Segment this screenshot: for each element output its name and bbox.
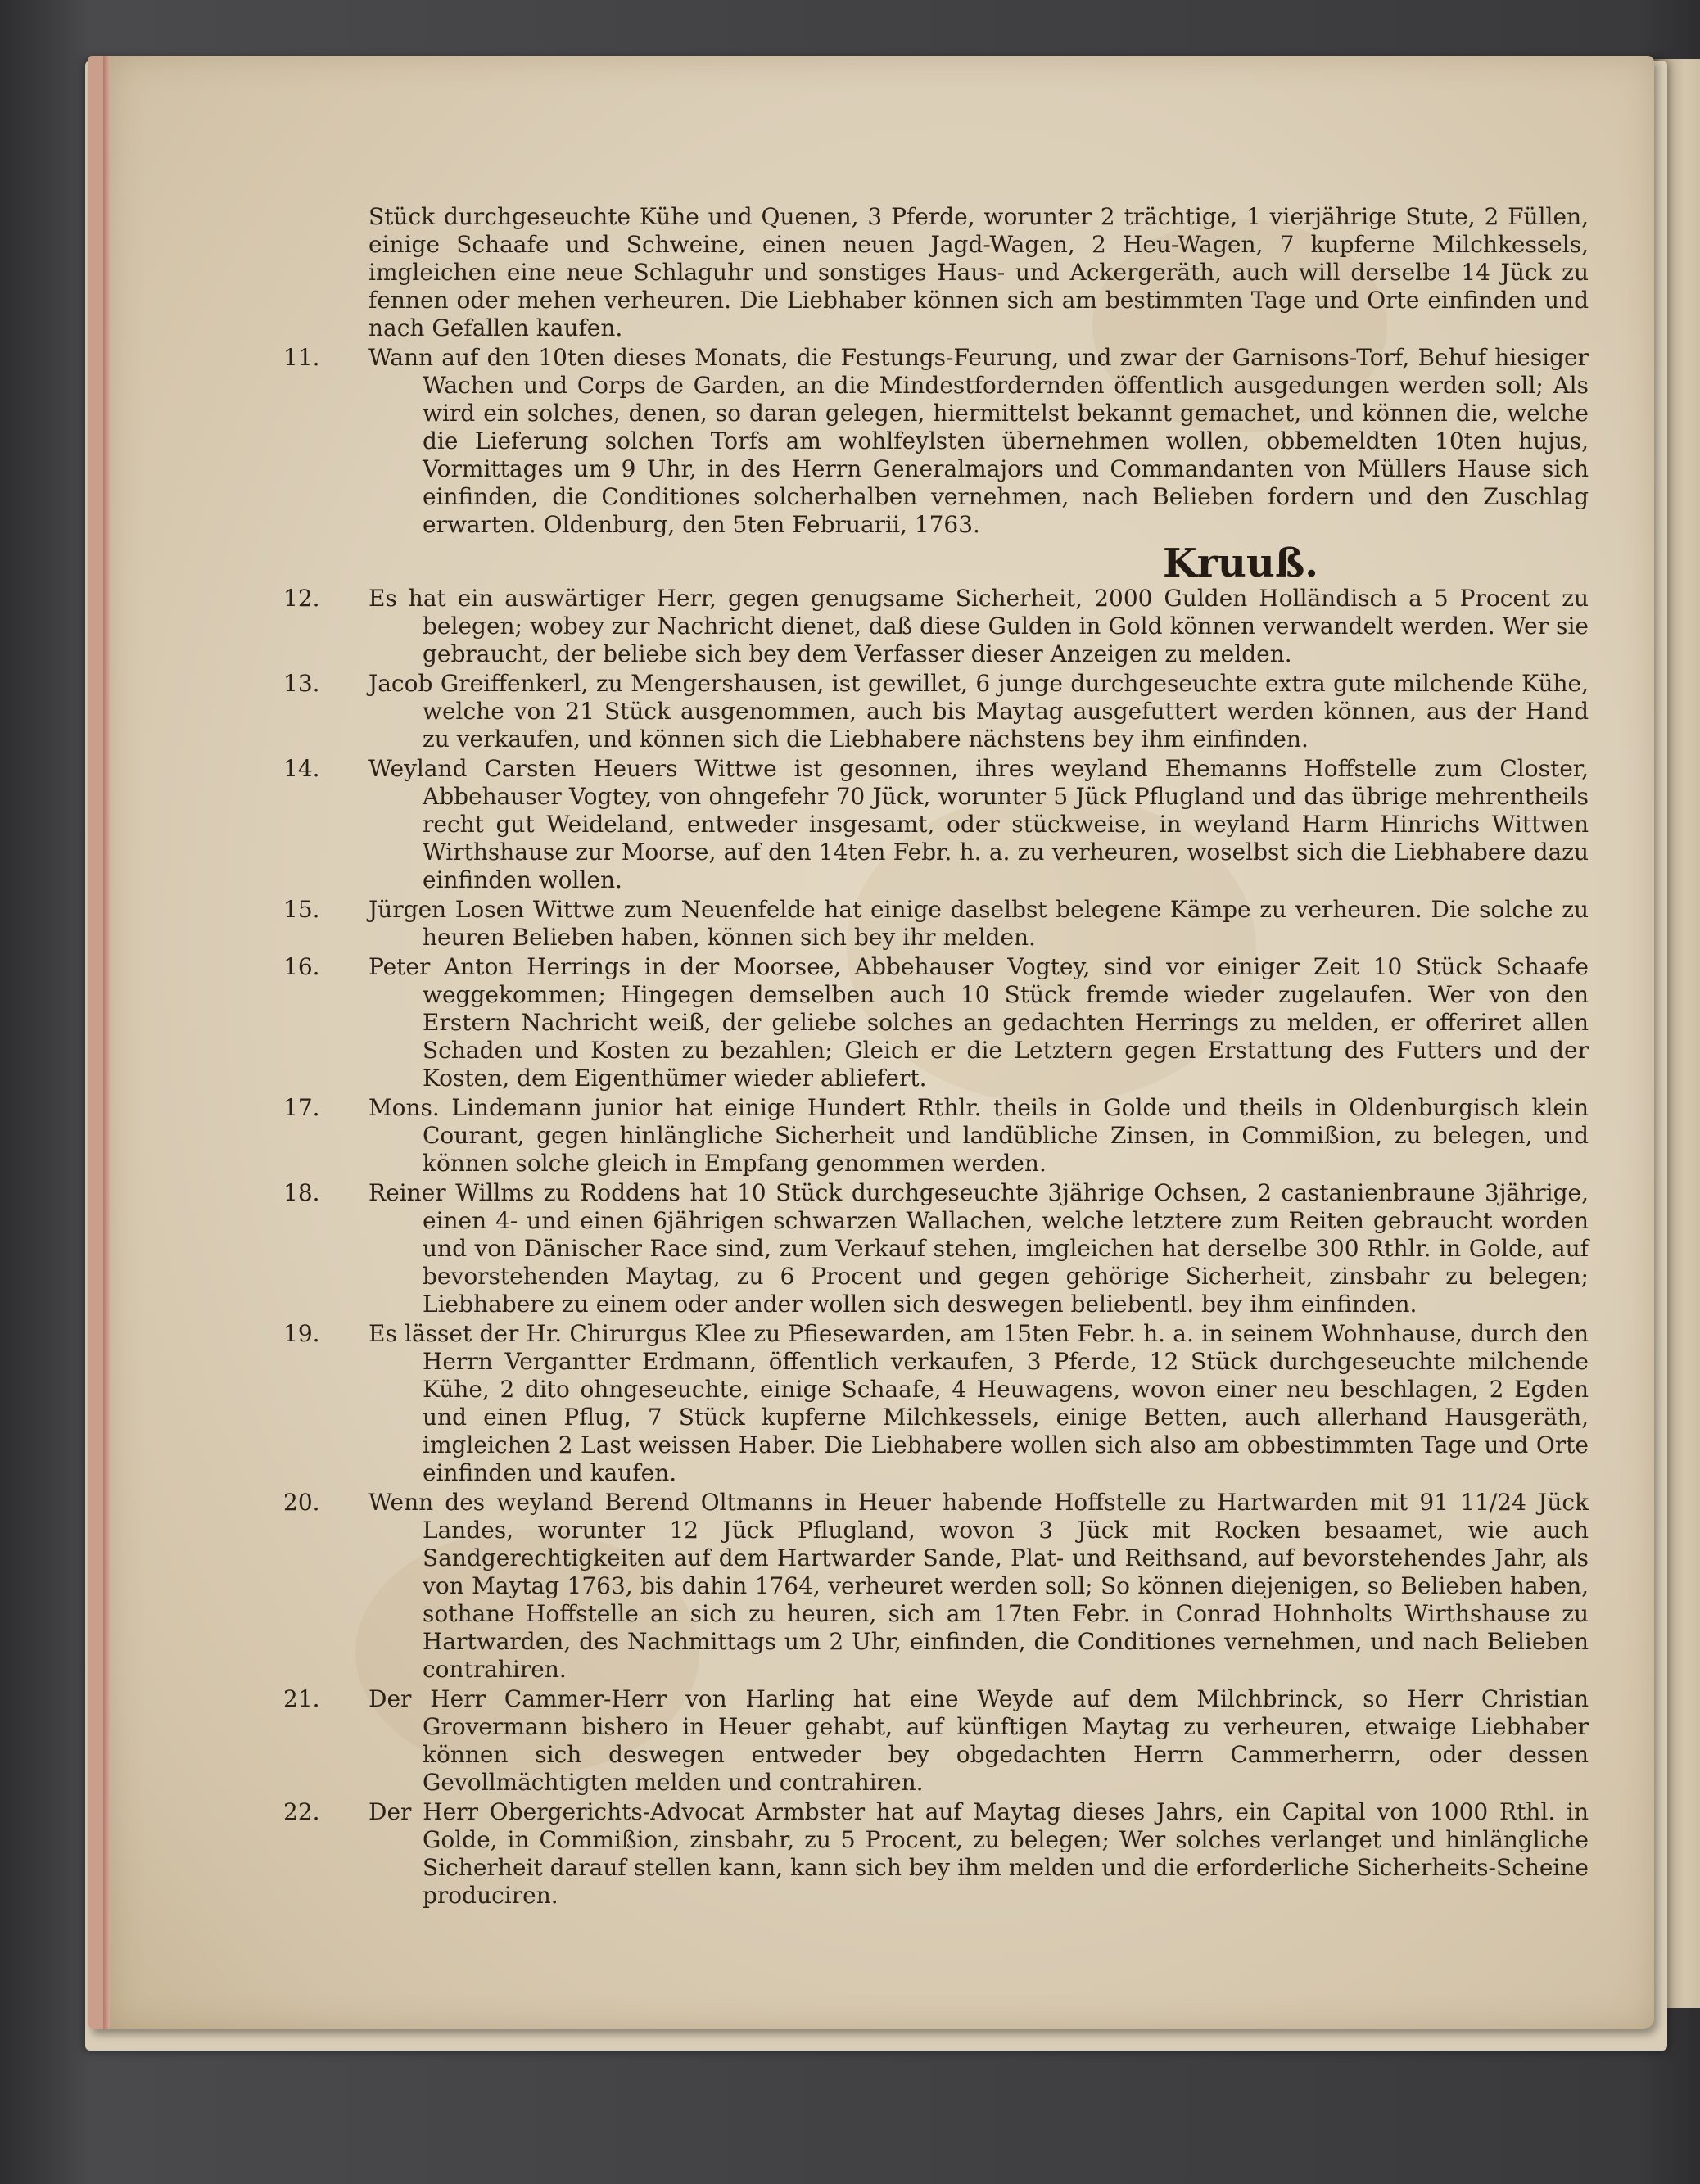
entry-number: 20. bbox=[283, 1489, 320, 1516]
entry-number: 18. bbox=[283, 1179, 320, 1206]
entry-number: 14. bbox=[283, 755, 320, 782]
entry-number: 19. bbox=[283, 1320, 320, 1347]
entry-text: Es lässet der Hr. Chirurgus Klee zu Pfiesewarden, am 15ten Febr. h. a. in seinem Wohnhause, durch den Herrn Vergantter Erdmann, öffentlich verkaufen, 3 Pferde, 12 Stück durchgeseuchte milchende Kühe, 2 dito ohngeseuchte, einige Schaafe, 4 Heuwagens, wovon einer neu beschlagen, 2 Egden und einen Pflug, 7 Stück kupferne Milchkessels, einige Betten, auch allerhand Hausgeräth, imgleichen 2 Last weissen Haber. Die Liebhabere wollen sich also am obbestimmten Tage und Orte einfinden und kaufen. bbox=[368, 1320, 1589, 1486]
entry-18 bbox=[283, 1179, 1589, 1318]
entry-number: 22. bbox=[283, 1798, 320, 1825]
entry-text: Der Herr Cammer-Herr von Harling hat eine Weyde auf dem Milchbrinck, so Herr Christian Grovermann bishero in Heuer gehabt, auf künftigen Maytag zu verheuren, etwaige Liebhaber können sich deswegen entweder bey obgedachten Herrn Cammerherrn, oder dessen Gevollmächtigten melden und contrahiren. bbox=[368, 1685, 1589, 1796]
entry-text: Jacob Greiffenkerl, zu Mengershausen, ist gewillet, 6 junge durchgeseuchte extra gute milchende Kühe, welche von 21 Stück ausgenommen, auch bis Maytag ausgefuttert werden können, aus der Hand zu verkaufen, und können sich die Liebhabere nächstens bey ihm einfinden. bbox=[368, 670, 1589, 753]
entry-19 bbox=[283, 1320, 1589, 1487]
entry-number: 21. bbox=[283, 1685, 320, 1712]
entry-text: Stück durchgeseuchte Kühe und Quenen, 3 Pferde, worunter 2 trächtige, 1 vierjährige Stute, 2 Füllen, einige Schaafe und Schweine, einen neuen Jagd-Wagen, 2 Heu-Wagen, 7 kupferne Milchkessels, imgleichen eine neue Schlaguhr und sonstiges Haus- und Ackergeräth, auch will derselbe 14 Jück zu fennen oder mehen verheuren. Die Liebhaber können sich am bestimmten Tage und Orte einfinden und nach Gefallen kaufen. bbox=[368, 203, 1589, 341]
entry-number: 13. bbox=[283, 670, 320, 697]
document-text bbox=[283, 203, 1589, 1911]
entry-16 bbox=[283, 953, 1589, 1092]
entry-13 bbox=[283, 670, 1589, 753]
entry-text: Reiner Willms zu Roddens hat 10 Stück durchgeseuchte 3jährige Ochsen, 2 castanienbraune 3jährige, einen 4- und einen 6jährigen schwarzen Wallachen, welche letztere zum Reiten gebraucht worden und von Dänischer Race sind, zum Verkauf stehen, imgleichen hat derselbe 300 Rthlr. in Golde, auf bevorstehenden Maytag, zu 6 Procent und gegen gehörige Sicherheit, zinsbahr zu belegen; Liebhabere zu einem oder ander wollen sich deswegen beliebentl. bey ihm einfinden. bbox=[368, 1179, 1589, 1318]
entry-number: 17. bbox=[283, 1094, 320, 1121]
entry-text: Wenn des weyland Berend Oltmanns in Heuer habende Hoffstelle zu Hartwarden mit 91 11/24 Jück Landes, worunter 12 Jück Pflugland, wovon 3 Jück mit Rocken besaamet, wie auch Sandgerechtigkeiten auf dem Hartwarder Sande, Plat- und Reithsand, auf bevorstehendes Jahr, als von Maytag 1763, bis dahin 1764, verheuret werden soll; So können diejenigen, so Belieben haben, sothane Hoffstelle an sich zu heuren, sich am 17ten Febr. in Conrad Hohnholts Wirthshause zu Hartwarden, des Nachmittags um 2 Uhr, einfinden, die Conditiones vernehmen, und nach Belieben contrahiren. bbox=[368, 1489, 1589, 1683]
entry-12 bbox=[283, 585, 1589, 668]
entry-number: 15. bbox=[283, 896, 320, 923]
entry-15 bbox=[283, 896, 1589, 952]
entry-text: Peter Anton Herrings in der Moorsee, Abbehauser Vogtey, sind vor einiger Zeit 10 Stück Schaafe weggekommen; Hingegen demselben auch 10 Stück fremde wieder zugelaufen. Wer von den Erstern Nachricht weiß, der geliebe solches an gedachten Herrings zu melden, er offeriret allen Schaden und Kosten zu bezahlen; Gleich er die Letztern gegen Erstattung des Futters und der Kosten, dem Eigenthümer wieder abliefert. bbox=[368, 953, 1589, 1092]
entry-11 bbox=[283, 344, 1589, 539]
entry-text: Der Herr Obergerichts-Advocat Armbster hat auf Maytag dieses Jahrs, ein Capital von 1000 Rthl. in Golde, in Commißion, zinsbahr, zu 5 Procent, zu belegen; Wer solches verlanget und hinlängliche Sicherheit darauf stellen kann, kann sich bey ihm melden und die erforderliche Sicherheits-Scheine produciren. bbox=[368, 1798, 1589, 1909]
entry-text: Mons. Lindemann junior hat einige Hundert Rthlr. theils in Golde und theils in Oldenburgisch klein Courant, gegen hinlängliche Sicherheit und landübliche Zinsen, in Commißion, zu belegen, und können solche gleich in Empfang genommen werden. bbox=[368, 1094, 1589, 1177]
entry-text: Jürgen Losen Wittwe zum Neuenfelde hat einige daselbst belegene Kämpe zu verheuren. Die solche zu heuren Belieben haben, können sich bey ihr melden. bbox=[368, 896, 1589, 951]
entry-17 bbox=[283, 1094, 1589, 1178]
entry-20 bbox=[283, 1489, 1589, 1684]
entry-22 bbox=[283, 1798, 1589, 1910]
entry-21 bbox=[283, 1685, 1589, 1797]
entry-number: 11. bbox=[283, 344, 320, 371]
entry-text: Wann auf den 10ten dieses Monats, die Festungs-Feurung, und zwar der Garnisons-Torf, Behuf hiesiger Wachen und Corps de Garden, an die Mindestfordernden öffentlich ausgedungen werden soll; Als wird ein solches, denen, so daran gelegen, hiermittelst bekannt gemachet, und können die, welche die Lieferung solchen Torfs am wohlfeylsten übernehmen wollen, obbemeldten 10ten hujus, Vormittages um 9 Uhr, in des Herrn Generalmajors und Commandanten von Müllers Hause sich einfinden, die Conditiones solcherhalben vernehmen, nach Belieben fordern und den Zuschlag erwarten. Oldenburg, den 5ten Februarii, 1763. bbox=[368, 344, 1589, 538]
section-heading: Kruuß. bbox=[1163, 540, 1318, 586]
entry-text: Es hat ein auswärtiger Herr, gegen genugsame Sicherheit, 2000 Gulden Holländisch a 5 Procent zu belegen; wobey zur Nachricht dienet, daß diese Gulden in Gold können verwandelt werden. Wer sie gebraucht, der beliebe sich bey dem Verfasser dieser Anzeigen zu melden. bbox=[368, 585, 1589, 667]
entry-continued bbox=[368, 203, 1589, 342]
entry-number: 16. bbox=[283, 953, 320, 980]
entry-14 bbox=[283, 755, 1589, 894]
entry-text: Weyland Carsten Heuers Wittwe ist gesonnen, ihres weyland Ehemanns Hoffstelle zum Closter, Abbehauser Vogtey, von ohngefehr 70 Jück, worunter 5 Jück Pflugland und das übrige mehrentheils recht gut Weideland, entweder insgesamt, oder stückweise, in weyland Harm Hinrichs Wittwen Wirthshause zur Moorse, auf den 14ten Febr. h. a. zu verheuren, woselbst sich die Liebhabere dazu einfinden wollen. bbox=[368, 755, 1589, 893]
entry-number: 12. bbox=[283, 585, 320, 612]
